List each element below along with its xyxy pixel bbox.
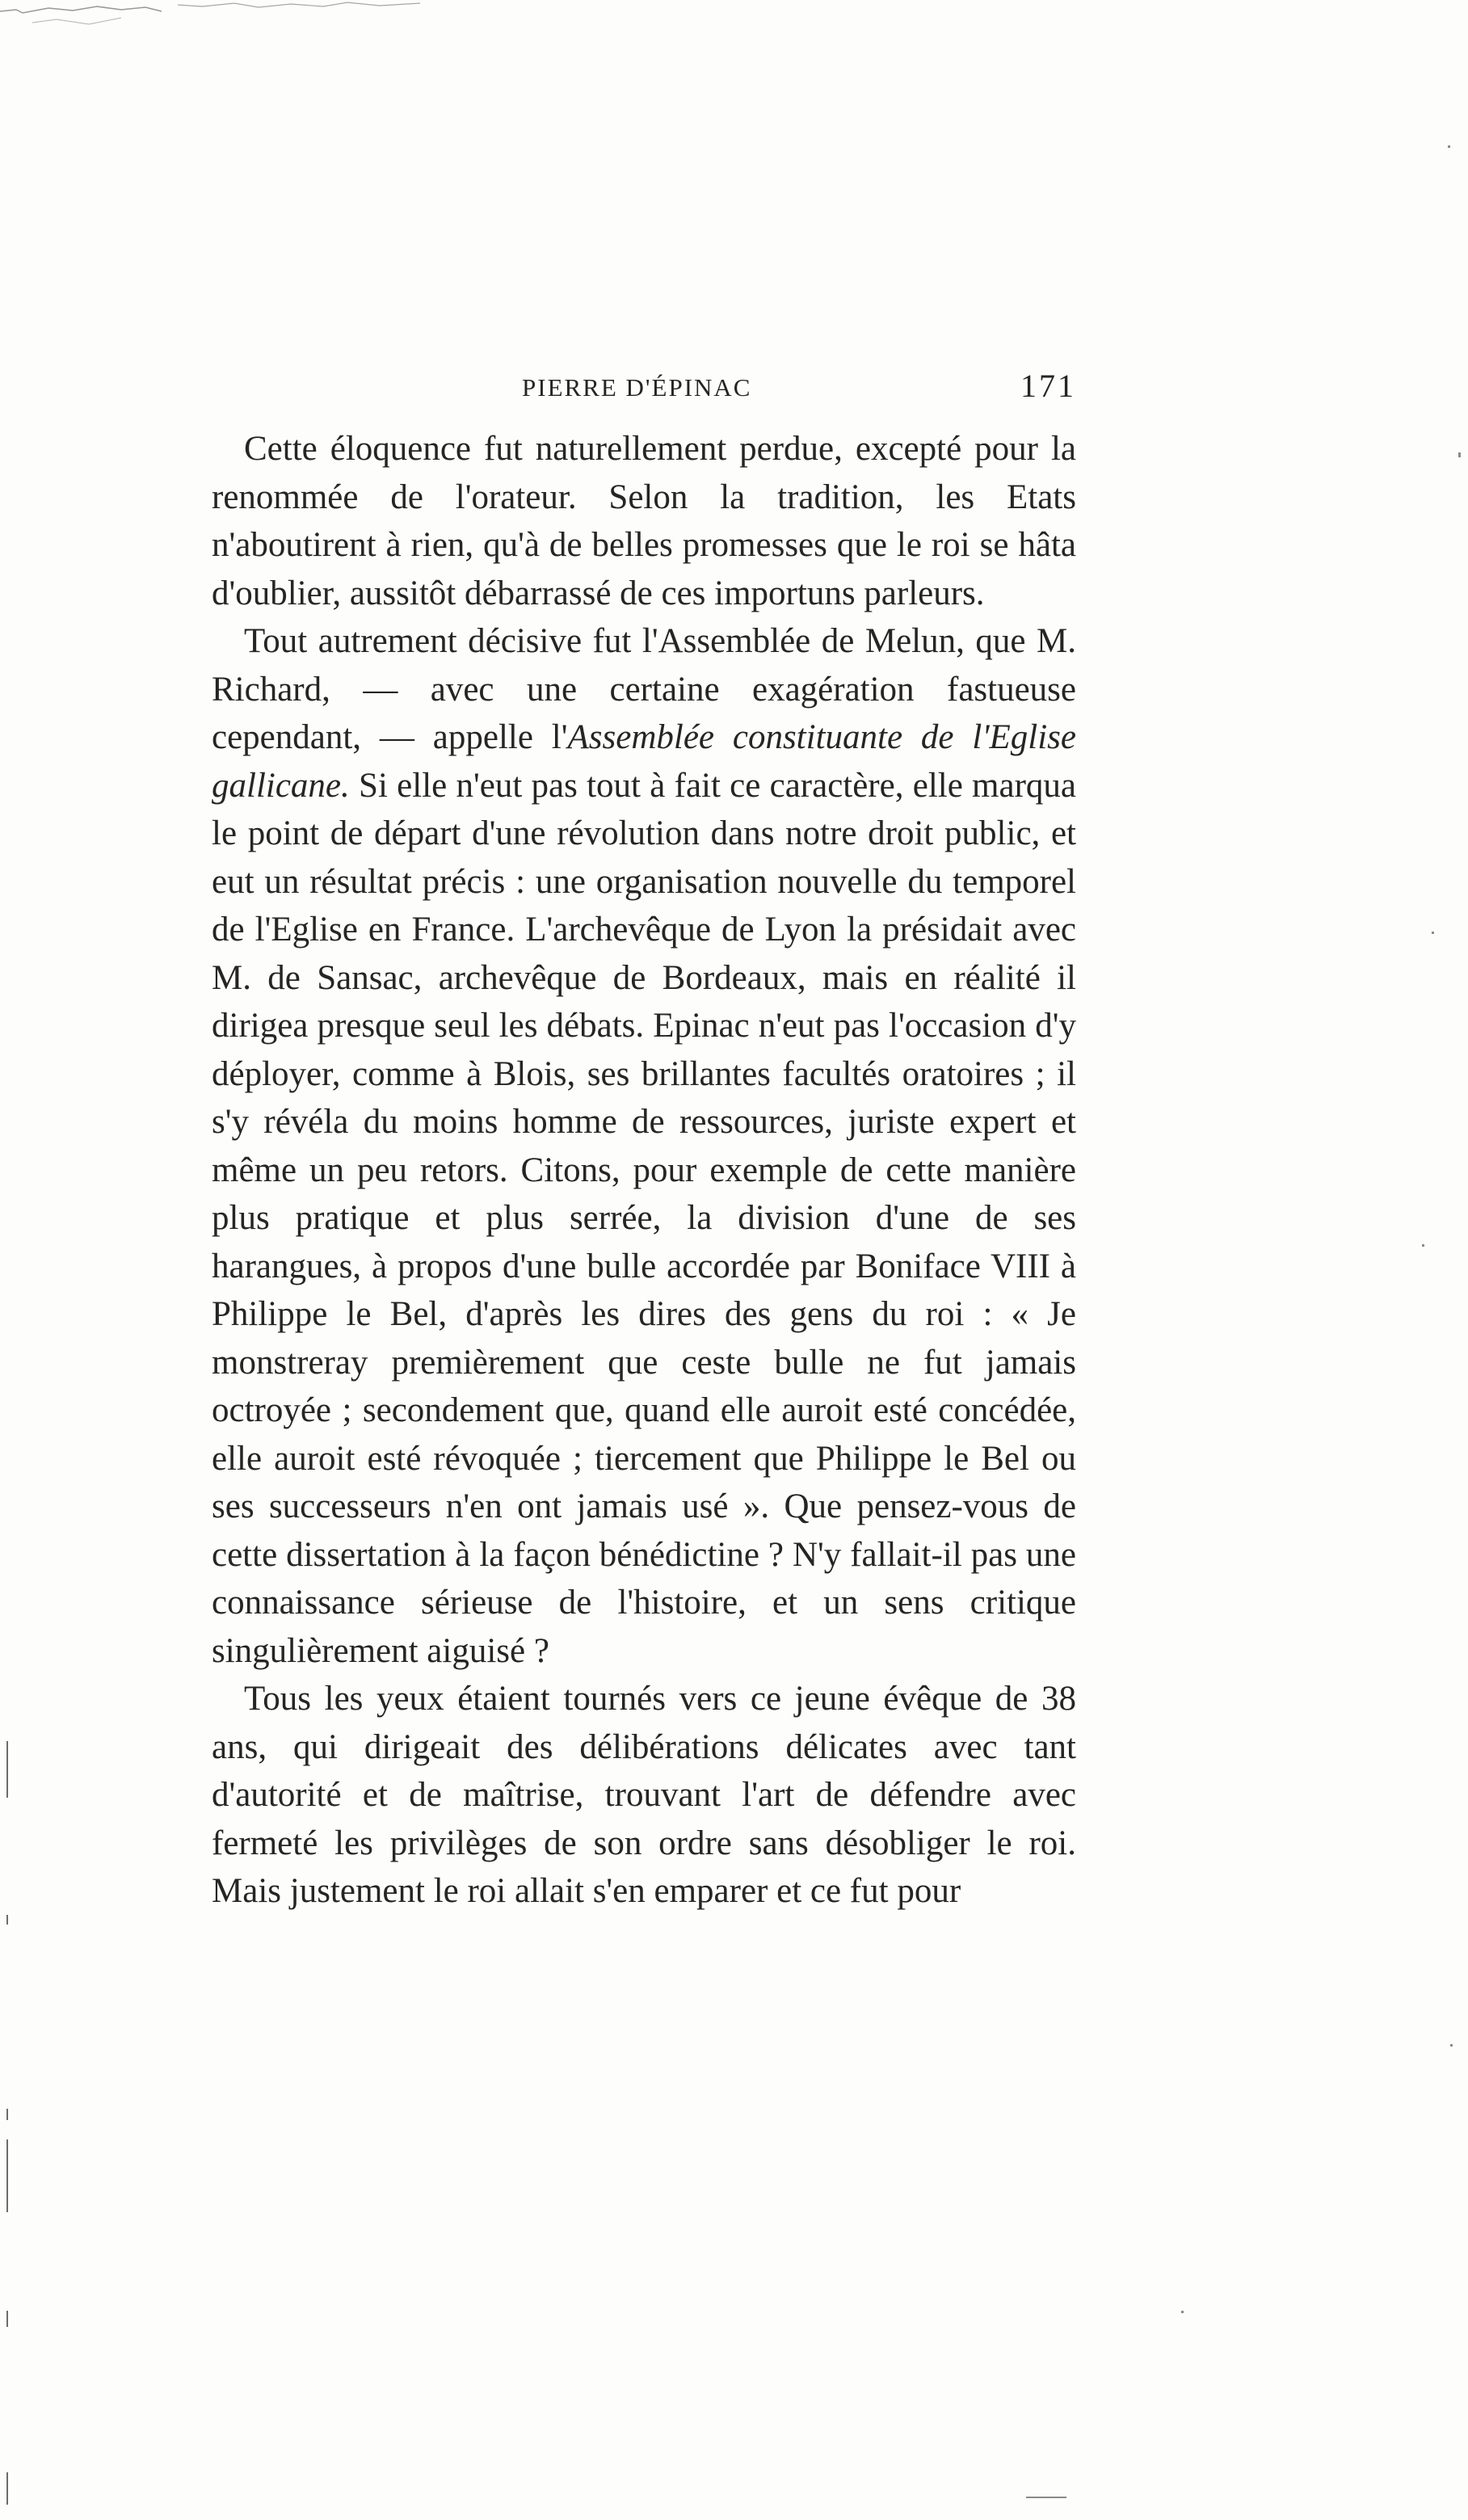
scan-mark-left-6 [6, 2472, 8, 2505]
scan-speck-5 [1450, 2044, 1453, 2047]
scan-speck-4 [1422, 1244, 1424, 1247]
running-head [212, 364, 1076, 412]
scan-mark-left-4 [6, 2139, 8, 2212]
scan-speck-3 [1432, 932, 1434, 934]
scan-noise-top [0, 0, 452, 32]
scan-mark-left-1 [6, 1741, 8, 1798]
scan-speck-7 [1026, 2497, 1066, 2498]
scan-speck-2 [1458, 452, 1461, 457]
body-text [212, 425, 1076, 1916]
paragraph-1: Cette éloquence fut naturellement perdue, excepté pour la renommée de l'orateur. Selon la tradition, les Etats n'aboutirent à rien, qu'à de belles promesses que le roi se hâta d'oublier, aussitôt débarrassé de ces importuns parleurs. [212, 430, 1076, 612]
scan-speck-1 [1448, 145, 1450, 148]
paragraph-2-text-before: Tout autrement décisive fut l'Assemblée de Melun, que M. Richard, — avec une certaine exagération fastueuse cependant, — appelle l' [212, 622, 1076, 756]
scan-mark-left-2 [6, 1915, 8, 1925]
scan-mark-left-3 [6, 2109, 8, 2120]
scan-speck-6 [1181, 2311, 1184, 2313]
scan-mark-left-5 [6, 2311, 8, 2327]
paragraph-3: Tous les yeux étaient tournés vers ce jeune évêque de 38 ans, qui dirigeait des délibérations délicates avec tant d'autorité et de maîtrise, trouvant l'art de défendre avec fermeté les privilèges de son ordre sans désobliger le roi. Mais justement le roi allait s'en emparer et ce fut pour [212, 1680, 1076, 1910]
paragraph-2 [212, 617, 1076, 1675]
page-number: 171 [1020, 368, 1076, 404]
paragraph-2-italic-title: Assemblée constituante de l'Eglise gallicane. [212, 718, 1076, 805]
running-title: PIERRE D'ÉPINAC [522, 373, 752, 402]
paragraph-2-text-after: Si elle n'eut pas tout à fait ce caractère, elle marqua le point de départ d'une révolution dans notre droit public, et eut un résultat précis : une organisation nouvelle du temporel de l'Eglise en France. L'archevêque de Lyon la présidait avec M. de Sansac, archevêque de Bordeaux, mais en réalité il dirigea presque seul les débats. Epinac n'eut pas l'occasion d'y déployer, comme à Blois, ses brillantes facultés oratoires ; il s'y révéla du moins homme de ressources, juriste expert et même un peu retors. Citons, pour exemple de cette manière plus pratique et plus serrée, la division d'une de ses harangues, à propos d'une bulle accordée par Boniface VIII à Philippe le Bel, d'après les dires des gens du roi : « Je monstreray premièrement que ceste bulle ne fut jamais octroyée ; secondement que, quand elle auroit esté concédée, elle auroit esté révoquée ; tiercement que Philippe le Bel ou ses successeurs n'en ont jamais usé ». Que pensez-vous de cette dissertation à la façon bénédictine ? N'y fallait-il pas une connaissance sérieuse de l'histoire, et un sens critique singulièrement aiguisé ? [212, 766, 1076, 1670]
